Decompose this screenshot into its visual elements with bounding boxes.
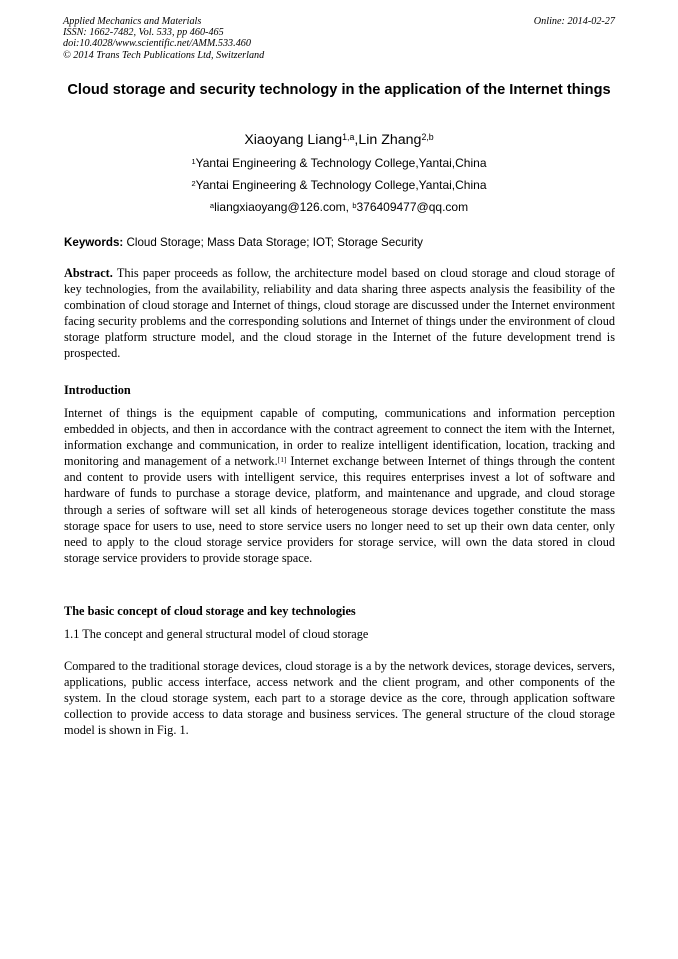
affiliation-superscript: 1 [191, 156, 196, 166]
introduction-paragraph [64, 405, 615, 566]
author-name: Xiaoyang Liang [244, 132, 343, 148]
doi-line: doi:10.4028/www.scientific.net/AMM.533.460 [63, 38, 251, 50]
email-superscript: a [209, 200, 215, 210]
online-date: Online: 2014-02-27 [533, 16, 615, 27]
citation-reference[interactable]: [1] [277, 454, 287, 464]
email-address[interactable]: liangxiaoyang@126.com, [214, 200, 353, 214]
email-address[interactable]: 376409477@qq.com [356, 200, 469, 214]
author-separator: , [354, 132, 359, 148]
affiliation-2 [0, 178, 678, 193]
affiliation-text: Yantai Engineering & Technology College,Yantai,China [195, 156, 487, 170]
abstract-label: Abstract. [64, 266, 113, 280]
email-line [0, 200, 678, 215]
introduction-text: Internet exchange between Internet of things through the content and content to provide users with intelligent service, this requires enterprises invest a lot of software and hardware of funds to purchase a storage device, platform, and maintenance and upgrade, and cloud storage through a series of software will set all kinds of heterogeneous storage devices together constitute the mass storage space for users to use, need to store service users no longer need to set up their own data center, only need to apply to the cloud storage service providers for storage service, will own the data stored in cloud storage service providers to provide storage space. [64, 454, 616, 565]
introduction-text: Internet of things is the equipment capable of computing, communications and information perception embedded in objects, and then in accordance with the contract agreement to connect the item with the Internet, information exchange and communication, in order to realize intelligent identification, location, tracking and monitoring and management of a network. [64, 406, 615, 469]
author-line [0, 131, 678, 149]
journal-name: Applied Mechanics and Materials [63, 16, 202, 27]
keywords-text: Cloud Storage; Mass Data Storage; IOT; Storage Security [123, 236, 423, 249]
paper-title: Cloud storage and security technology in the application of the Internet things [67, 82, 611, 98]
affiliation-text: Yantai Engineering & Technology College,Yantai,China [195, 178, 487, 192]
affiliation-superscript: 2 [191, 178, 196, 188]
journal-header [63, 16, 264, 61]
affiliation-1 [0, 156, 678, 171]
keywords-label: Keywords: [64, 236, 124, 249]
introduction-heading: Introduction [64, 383, 131, 397]
email-superscript: b [352, 200, 357, 210]
issn-line: ISSN: 1662-7482, Vol. 533, pp 460-465 [63, 27, 224, 39]
abstract-text: This paper proceeds as follow, the architecture model based on cloud storage and cloud storage of key technologies, from the availability, reliability and data sharing three aspects analysis the feasibility of the combination of cloud storage and Internet of things, cloud storage are discussed under the Internet environment facing security problems and the corresponding solutions and Internet of things under the environment of cloud storage platform structure model, and the cloud storage in the Internet of the future development trend is prospected. [64, 266, 615, 361]
keywords [64, 236, 423, 250]
subsection-heading: 1.1 The concept and general structural model of cloud storage [64, 627, 369, 641]
author-name: Lin Zhang [358, 132, 422, 148]
section-heading: The basic concept of cloud storage and key technologies [64, 604, 356, 618]
author-superscript: 1,a [342, 132, 355, 143]
copyright-line: © 2014 Trans Tech Publications Ltd, Switzerland [63, 49, 265, 61]
section-paragraph: Compared to the traditional storage devices, cloud storage is a by the network devices, storage devices, servers, applications, public access interface, access network and the client program, and other components of the system. In the cloud storage system, each part to a storage device as the core, through application software collection to provide access to data storage and business services. The general structure of the cloud storage model is shown in Fig. 1. [64, 659, 615, 738]
author-superscript: 2,b [421, 132, 434, 143]
abstract [64, 265, 615, 362]
